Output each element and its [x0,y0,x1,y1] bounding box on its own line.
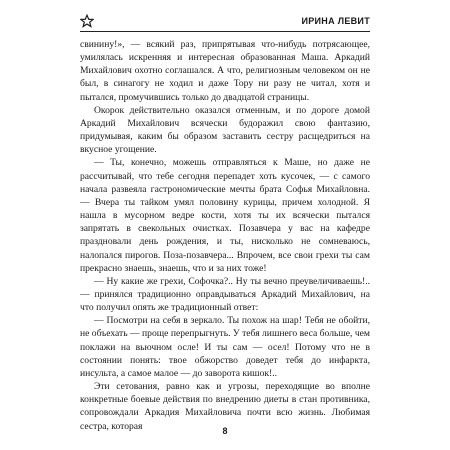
paragraph: — Ну какие же грехи, Софочка?.. Ну ты вечно преувеличиваешь!.. — принялся традиционно оправдываться Аркадий Михайлович, на что получил опять же традиционный ответ: [80,275,370,314]
page-number: 8 [222,426,228,436]
paragraph: свинину!», — всякий раз, припрятывая что-нибудь потрясающее, умилялась искренняя и интересная образованная Маша. Аркадий Михайлович охотно соглашался. А что, религиозным человеком он не был, в синагогу не ходил и даже Тору ни разу не читал, хотя и пытался, промучившись только до двадцатой страницы. [80,39,370,103]
running-header [80,11,370,31]
paragraph: Эти сетования, равно как и угрозы, переходящие во вполне конкретные боевые действия по внедрению диеты в стан противника, сопровождали Аркадия Михайловича почти всю жизнь. Любимая сестра, которая [80,381,370,432]
header-rule [80,31,370,32]
paragraph: Окорок действительно оказался отменным, и по дороге домой Аркадий Михайлович всячески будоражил свою фантазию, придумывая, каким бы образом заставить сестру расщедриться на вкусное угощение. [80,104,370,156]
star-icon [80,14,94,28]
paragraph: — Посмотри на себя в зеркало. Ты похож на шар! Тебя не обойти, не объехать — проще перепрыгнуть. У тебя лишнего веса больше, чем поклажи на вьючном осле! И ты сам — осел! Потому что не в состоянии понять: твое обжорство доведет тебя до инфаркта, инсульта, а самое малое — до заворота кишок!.. [80,315,370,379]
body-text [80,38,370,433]
author-name: ИРИНА ЛЕВИТ [301,16,370,26]
paragraph: — Ты, конечно, можешь отправляться к Маше, но даже не рассчитывай, что тебе сегодня перепадет хоть кусочек, — с самого начала развеяла гастрономические мечты брата Софья Михайловна. — Вчера ты тайком умял половину курицы, причем холодной. Я нашла в мусорном ведре кости, хотя ты их всячески пытался запрятать в свекольных очистках. Позавчера у вас на кафедре праздновали день рождения, и ты, нисколько не сомневаюсь, налопался пирогов. Поза-позавчера... Впрочем, все свои грехи ты сам прекрасно знаешь, знаешь, что и за них тоже! [80,157,370,274]
